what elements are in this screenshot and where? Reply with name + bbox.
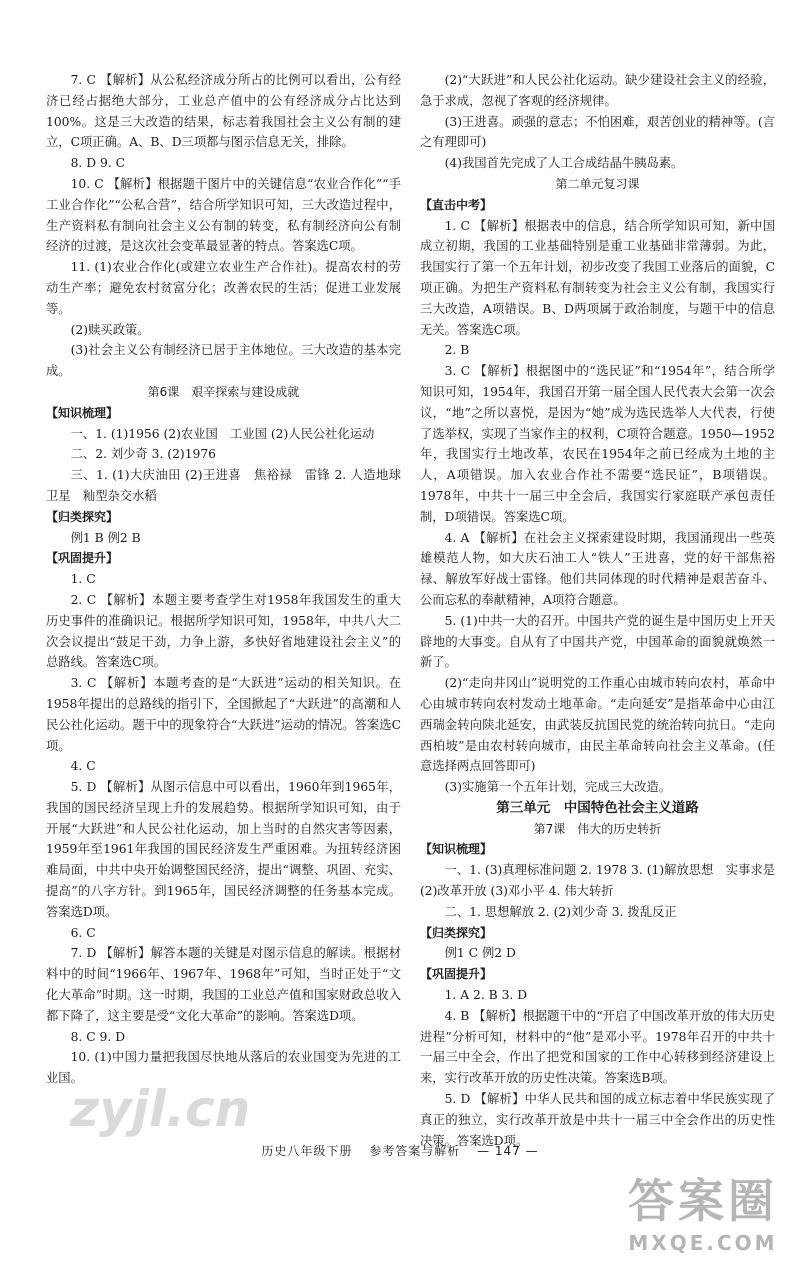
lesson-6-title: 第6课 艰辛探索与建设成就 [147, 384, 300, 399]
lesson7-answer-5: 5. D 【解析】中华人民共和国的成立标志着中华民族实现了真正的独立，实行改革开放是中共十一届三中全会作出的历史性决策。答案选D项。 [420, 1092, 775, 1148]
answer-10-3: (3)王进喜。顽强的意志；不怕困难，艰苦创业的精神等。(言之有理即可) [420, 114, 775, 150]
watermark-url: MXQE.COM [628, 1231, 778, 1255]
answer-11-1: 11. (1)农业合作化(或建立农业生产合作社)。提高农村的劳动生产率；避免农村贫富分化；改善农民的生活；促进工业发展等。 [46, 260, 401, 316]
section-knowledge-review-2: 【知识梳理】 [420, 842, 493, 857]
answer-10-4: (4)我国首先完成了人工合成结晶牛胰岛素。 [444, 156, 684, 171]
knowledge-item-2: 二、2. 刘少奇 3. (2)1976 [70, 447, 216, 462]
page-footer [0, 1142, 800, 1159]
lesson-7-title: 第7课 伟大的历史转折 [533, 821, 662, 836]
watermark-logo: 答案圈 [628, 1174, 778, 1228]
review-answer-2: 2. B [444, 343, 470, 358]
answer-8-9b: 8. C 9. D [70, 1029, 126, 1044]
section-category-explore: 【归类探究】 [46, 509, 119, 524]
knowledge-item-7-2: 二、1. 思想解放 2. (2)刘少奇 3. 拨乱反正 [444, 904, 677, 919]
answer-11-3: (3)社会主义公有制经济已居于主体地位。三大改造的基本完成。 [46, 343, 401, 379]
review-answer-1: 1. C 【解析】根据表中的信息，结合所学知识可知，新中国成立初期，我国的工业基础特别是重工业基础非常薄弱。为此，我国实行了第一个五年计划，初步改变了我国工业落后的面貌，C项正确。为把生产资料私有制转变为社会主义公有制，我国实行三大改造，A项错误。B、D两项属于政治制度，与题干中的信息无关。答案选C项。 [420, 218, 775, 337]
unit-3-title: 第三单元 中国特色社会主义道路 [496, 799, 699, 816]
answer-10: 10. C 【解析】根据题干图片中的关键信息“农业合作化”“手工业合作化”“公私合营”，结合所学知识可知，三大改造过程中，生产资料私有制向社会主义公有制的转变，私有制经济向公有制经济的过渡，是这次社会变革最显著的特点。答案选C项。 [46, 176, 401, 254]
review-answer-5-3: (3)实施第一个五年计划，完成三大改造。 [444, 780, 672, 795]
answer-3: 3. C 【解析】本题考查的是“大跃进”运动的相关知识。在1958年提出的总路线的指引下，全国掀起了“大跃进”的高潮和人民公社化运动。题干中的现象符合“大跃进”运动的情况。答案选C项。 [46, 676, 401, 753]
answer-11-2: (2)赎买政策。 [70, 322, 150, 337]
watermark-right [618, 1165, 788, 1255]
watermark-left: zyjl.cn [70, 1080, 251, 1138]
knowledge-item-1: 一、1. (1)1956 (2)农业国 工业国 (2)人民公社化运动 [70, 426, 375, 441]
section-category-explore-2: 【归类探究】 [420, 925, 493, 940]
examples-answer: 例1 B 例2 B [70, 530, 141, 545]
lesson7-answer-4: 4. B 【解析】根据题干中的“开启了中国改革开放的伟大历史进程”分析可知，材料中的“他”是邓小平。1978年召开的中共十一届三中全会，作出了把党和国家的工作中心转移到经济建设上来，实行改革开放的历史性决策。答案选B项。 [420, 1008, 775, 1086]
unit-2-review-title: 第二单元复习课 [555, 176, 640, 191]
review-answer-5-1: 5. (1)中共一大的召开。中国共产党的诞生是中国历史上开天辟地的大事变。自从有了中国共产党，中国革命的面貌就焕然一新了。 [420, 613, 775, 670]
answer-7b: 7. D 【解析】解答本题的关键是对图示信息的解读。根据材料中的时间“1966年、1967年、1968年”可知，当时正处于“文化大革命”时期。这一时期，我国的工业总产值和国家财政总收入都下降了，这主要是受“文化大革命”的影响。答案选D项。 [46, 946, 401, 1023]
answer-1: 1. C [70, 572, 96, 587]
answer-2: 2. C 【解析】本题主要考查学生对1958年我国发生的重大历史事件的准确识记。根据所学知识可知，1958年，中共八大二次会议提出“鼓足干劲，力争上游，多快好省地建设社会主义”的总路线。答案选C项。 [46, 592, 401, 670]
answer-10-2: (2)“大跃进”和人民公社化运动。缺少建设社会主义的经验，急于求成，忽视了客观的经济规律。 [420, 73, 775, 108]
section-exam-direct: 【直击中考】 [420, 197, 493, 212]
footer-section: 参考答案与解析 [369, 1144, 461, 1158]
review-answer-4: 4. A 【解析】在社会主义探索建设时期，我国涌现出一些英雄模范人物，如大庆石油工人“铁人”王进喜，党的好干部焦裕禄、解放军好战士雷锋。他们共同体现的时代精神是艰苦奋斗、公而忘私的奉献精神，A项符合题意。 [420, 530, 775, 607]
section-knowledge-review: 【知识梳理】 [46, 405, 119, 420]
answer-5: 5. D 【解析】从图示信息中可以看出，1960年到1965年，我国的国民经济呈现上升的发展趋势。根据所学知识可知，由于开展“大跃进”和人民公社化运动，加上当时的自然灾害等因素，1959年至1961年我国的国民经济发生严重困难。为扭转经济困难局面，中共中央开始调整国民经济，提出“调整、巩固、充实、提高”的八字方针。到1965年，国民经济调整的任务基本完成。答案选D项。 [46, 780, 401, 919]
answer-8-9: 8. D 9. C [70, 156, 126, 171]
left-column [46, 70, 401, 1089]
right-column [420, 70, 775, 1151]
answer-4: 4. C [70, 759, 96, 774]
footer-page-number: — 147 — [477, 1144, 539, 1158]
review-answer-5-2: (2)“走向井冈山”说明党的工作重心由城市转向农村，革命中心由城市转向农村发动土地革命。“走向延安”是指革命中心由江西瑞金转向陕北延安，由武装反抗国民党的统治转向抗日。“走向西柏坡”是由农村转向城市，由民主革命转向社会主义革命。(任意选择两点回答即可) [420, 676, 775, 774]
footer-subject: 历史八年级下册 [261, 1144, 353, 1158]
answer-10b: 10. (1)中国力量把我国尽快地从落后的农业国变为先进的工业国。 [46, 1050, 401, 1086]
section-consolidate-2: 【巩固提升】 [420, 967, 493, 982]
knowledge-item-3: 三、1. (1)大庆油田 (2)王进喜 焦裕禄 雷锋 2. 人造地球卫星 籼型杂交水稻 [46, 468, 401, 503]
examples-answer-2: 例1 C 例2 D [444, 946, 516, 961]
answer-6: 6. C [70, 925, 96, 940]
section-consolidate: 【巩固提升】 [46, 551, 119, 566]
review-answer-3: 3. C 【解析】根据图中的“选民证”和“1954年”，结合所学知识可知，1954年，我国召开第一届全国人民代表大会第一次会议，“地”之所以喜悦，是因为“她”成为选民选举人大代表，行使了选举权，实现了当家作主的权利，C项符合题意。1950—1952年，我国实行土地改革，农民在1954年之前已经成为土地的主人，A项错误。加入农业合作社不需要“选民证”，B项错误。1978年，中共十一届三中全会后，我国实行家庭联产承包责任制，D项错误。答案选C项。 [420, 364, 775, 524]
answer-7: 7. C 【解析】从公私经济成分所占的比例可以看出，公有经济已经占据绝大部分，工业总产值中的公有经济成分占比达到100%。这是三大改造的结果，标志着我国社会主义公有制的建立，C项正确。A、B、D三项都与图示信息无关，排除。 [46, 73, 401, 150]
knowledge-item-7-1: 一、1. (3)真理标准问题 2. 1978 3. (1)解放思想 实事求是 (2)改革开放 (3)邓小平 4. 伟大转折 [420, 863, 775, 899]
lesson7-answer-1-3: 1. A 2. B 3. D [444, 988, 528, 1003]
